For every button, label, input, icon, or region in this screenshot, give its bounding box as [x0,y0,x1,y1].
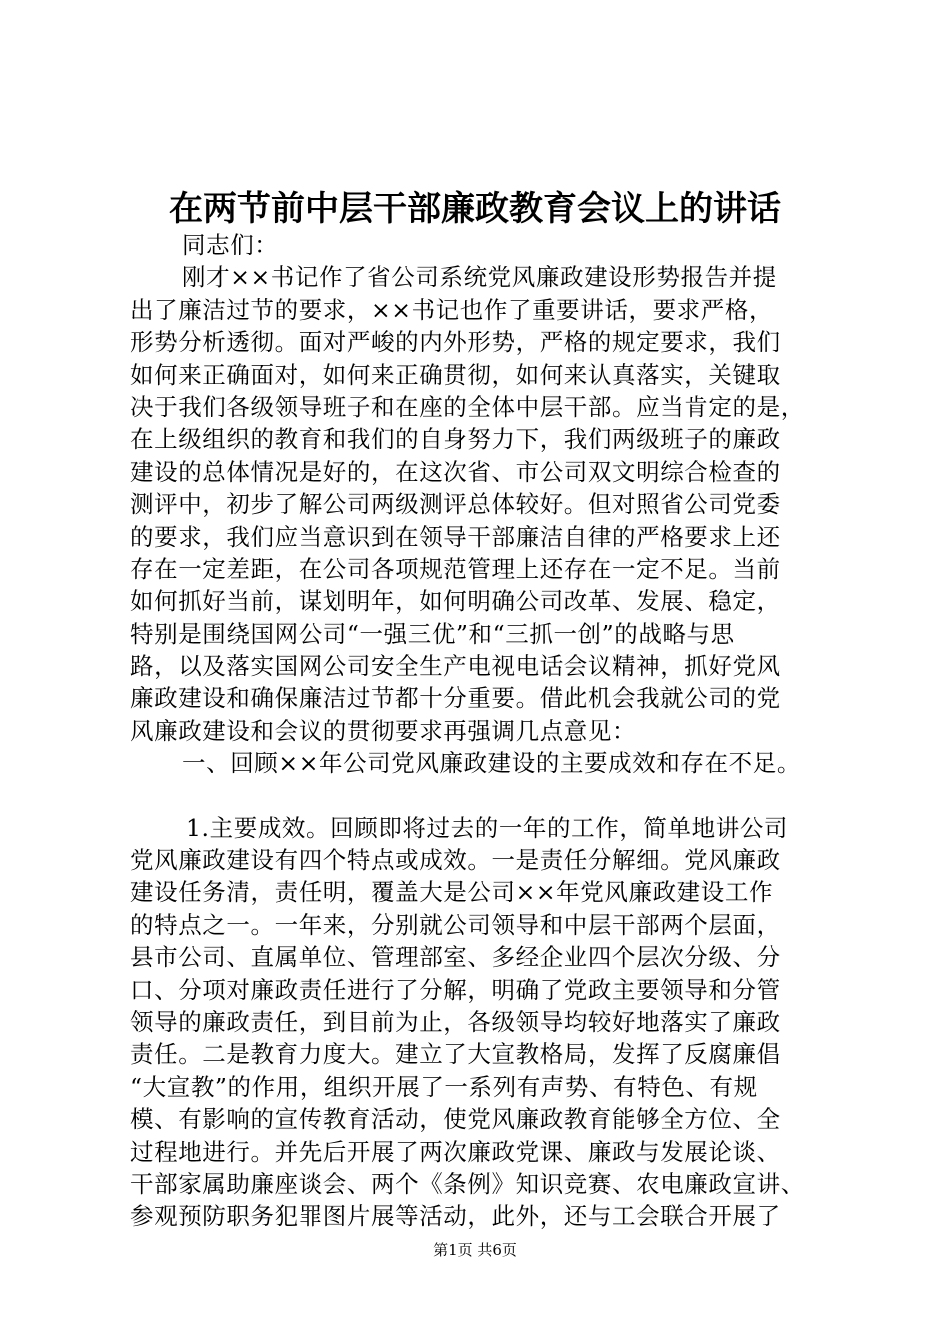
body-line: 责任。二是教育力度大。建立了大宣教格局，发挥了反腐廉倡 [130,1040,781,1069]
body-line: 决于我们各级领导班子和在座的全体中层干部。应当肯定的是， [130,392,805,421]
document-body [130,229,830,1233]
body-line: 出了廉洁过节的要求，××书记也作了重要讲话，要求严格， [130,295,774,324]
body-line: 参观预防职务犯罪图片展等活动，此外，还与工会联合开展了 [130,1202,781,1231]
body-line: 领导的廉政责任，到目前为止，各级领导均较好地落实了廉政 [130,1007,781,1036]
body-line: 的要求，我们应当意识到在领导干部廉洁自律的严格要求上还 [130,522,781,551]
body-line: 的特点之一。一年来，分别就公司领导和中层干部两个层面， [130,910,781,939]
body-line: 风廉政建设和会议的贯彻要求再强调几点意见： [130,716,637,745]
body-line: 建设任务清，责任明，覆盖大是公司××年党风廉政建设工作 [130,878,774,907]
body-line: 路，以及落实国网公司安全生产电视电话会议精神，抓好党风 [130,652,781,681]
section-heading: 一、回顾××年公司党风廉政建设的主要成效和存在不足。 [182,749,801,778]
body-line: 如何来正确面对，如何来正确贯彻，如何来认真落实，关键取 [130,360,781,389]
body-line: 形势分析透彻。面对严峻的内外形势，严格的规定要求，我们 [130,328,781,357]
body-line: 测评中，初步了解公司两级测评总体较好。但对照省公司党委 [130,490,781,519]
body-line: 存在一定差距，在公司各项规范管理上还存在一定不足。当前 [130,554,781,583]
body-line: 如何抓好当前，谋划明年，如何明确公司改革、发展、稳定， [130,587,781,616]
body-line: 廉政建设和确保廉洁过节都十分重要。借此机会我就公司的党 [130,684,781,713]
body-line: 党风廉政建设有四个特点或成效。一是责任分解细。党风廉政 [130,846,781,875]
salutation: 同志们： [182,231,279,259]
body-line: 刚才××书记作了省公司系统党风廉政建设形势报告并提 [182,263,777,292]
body-line: 在上级组织的教育和我们的自身努力下，我们两级班子的廉政 [130,425,781,454]
body-line: 过程地进行。并先后开展了两次廉政党课、廉政与发展论谈、 [130,1137,781,1166]
body-line: 口、分项对廉政责任进行了分解，明确了党政主要领导和分管 [130,975,781,1004]
paragraph-spacer [130,780,830,812]
body-line: 1.主要成效。回顾即将过去的一年的工作，简单地讲公司 [186,813,789,842]
body-line: 县市公司、直属单位、管理部室、多经企业四个层次分级、分 [130,943,781,972]
body-line: “大宣教”的作用，组织开展了一系列有声势、有特色、有规 [130,1072,758,1101]
document-title: 在两节前中层干部廉政教育会议上的讲话 [169,189,781,229]
body-line: 模、有影响的宣传教育活动，使党风廉政教育能够全方位、全 [130,1105,781,1134]
body-line: 建设的总体情况是好的，在这次省、市公司双文明综合检查的 [130,457,781,486]
body-line: 干部家属助廉座谈会、两个《条例》知识竞赛、农电廉政宣讲、 [130,1169,805,1198]
page-footer: 第1页 共6页 [433,1241,517,1259]
body-line: 特别是围绕国网公司“一强三优”和“三抓一创”的战略与思 [130,619,735,648]
